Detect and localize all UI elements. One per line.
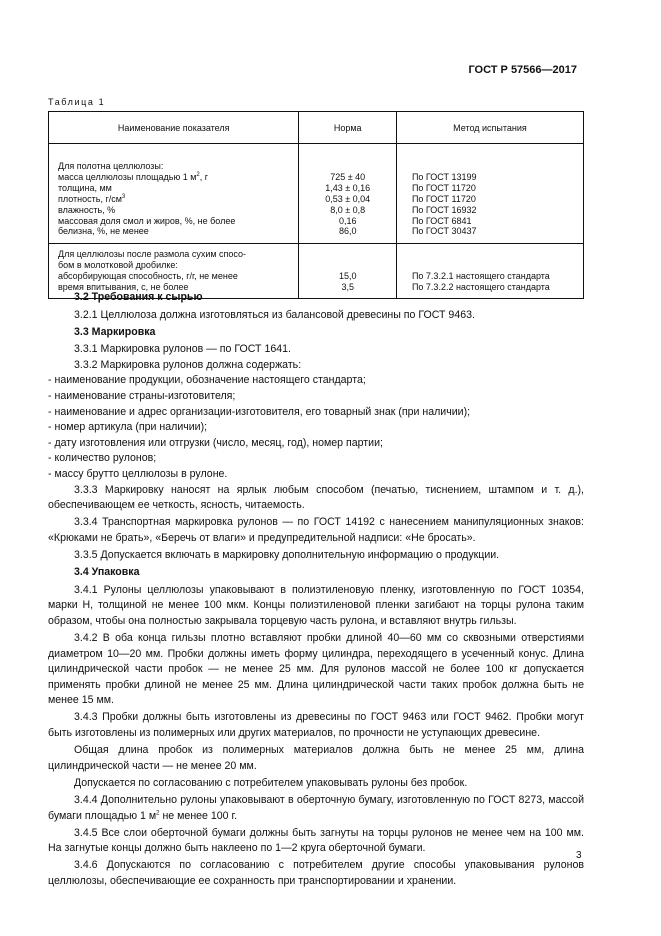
indicator-name: бом в молотковой дробилке: [58, 260, 178, 271]
test-method: По ГОСТ 11720 [411, 193, 476, 204]
page-number: 3 [576, 850, 582, 861]
paragraph: 3.3.3 Маркировку наносят на ярлык любым способом (печатью, тиснением, штампом и т. д.), обеспечивающем ее четкость, ясность, читаемость. [48, 483, 584, 512]
norm-value: 0,16 [338, 215, 357, 226]
list-item: - массу брутто целлюлозы в рулоне. [48, 468, 228, 481]
paragraph: 3.4.2 В оба конца гильзы плотно вставляют пробки длиной 40—60 мм со сквозными отверстиями диаметром 10—20 мм. Пробки должны иметь форму цилиндра, переходящего в усеченный конус. Длина цилиндрической части пробок — не менее 25 мм. Для рулонов массой не более 100 кг допускается применять пробки длиной не менее 25 мм. Длина цилиндрической части таких пробок должна быть не менее 15 мм. [48, 631, 584, 707]
paragraph: 3.3.4 Транспортная маркировка рулонов — по ГОСТ 14192 с нанесением манипуляционных знаков: «Крюками не брать», «Беречь от влаги» и предупредительной надписи: «Не бросать». [48, 516, 584, 544]
indicator-names [49, 249, 298, 293]
indicator-name: толщина, мм [58, 182, 112, 193]
test-method: По ГОСТ 11720 [411, 182, 476, 193]
section-heading: 3.3 Маркировка [74, 325, 156, 338]
paragraph: 3.4.4 Дополнительно рулоны упаковывают в оберточную бумагу, изготовленную по ГОСТ 8273, массой бумаги площадью 1 $м^2$ не менее 100 г. [48, 793, 584, 822]
column-header: Метод испытания [396, 112, 583, 144]
paragraph: 3.4.1 Рулоны целлюлозы упаковывают в полиэтиленовую пленку, изготовленную по ГОСТ 10354, марки Н, толщиной не менее 100 мкм. Концы полиэтиленовой пленки загибают на торцы рулона таким образом, чтобы она полностью закрывала торцевую часть рулона, и вставляют внутрь гильзы. [48, 583, 584, 627]
norm-values [299, 249, 395, 293]
norm-value: 1,43 ± 0,16 [325, 182, 371, 193]
paragraph: 3.3.1 Маркировка рулонов — по ГОСТ 1641. [74, 343, 291, 356]
list-item: - номер артикула (при наличии); [48, 421, 208, 434]
indicator-name: время впитывания, с, не более [58, 282, 189, 293]
paragraph: 3.3.5 Допускается включать в маркировку дополнительную информацию о продукции. [74, 549, 500, 561]
test-method: По 7.3.2.1 настоящего стандарта [411, 271, 550, 282]
paragraph: Допускается по согласованию с потребителем упаковывать рулоны без пробок. [74, 776, 468, 789]
document-body [48, 290, 584, 891]
norm-value: 0,53 ± 0,04 [325, 193, 371, 204]
list-item: - количество рулонов; [48, 452, 157, 465]
indicator-names [49, 161, 298, 237]
list-item: - наименование продукции, обозначение настоящего стандарта; [48, 374, 366, 387]
indicator-name: абсорбирующая способность, г/г, не менее [58, 271, 238, 282]
paragraph: Общая длина пробок из полимерных материалов должна быть не менее 25 мм, длина цилиндрической части — не менее 20 мм. [48, 744, 584, 772]
test-methods [397, 249, 583, 293]
norm-value: 15,0 [338, 271, 357, 282]
norm-values [299, 161, 395, 237]
test-method: По ГОСТ 13199 [411, 171, 477, 182]
test-methods [397, 161, 583, 237]
norm-value: 725 ± 40 [330, 171, 366, 182]
norm-value: 8,0 ± 0,8 [330, 204, 366, 215]
column-header: Норма [299, 112, 396, 144]
test-method: По 7.3.2.2 настоящего стандарта [411, 282, 550, 293]
indicator-name: массовая доля смол и жиров, %, не более [58, 215, 236, 226]
paragraph: 3.3.2 Маркировка рулонов должна содержать: [74, 358, 302, 371]
list-item: - дату изготовления или отгрузки (число, месяц, год), номер партии; [48, 436, 383, 449]
norm-value: 86,0 [338, 226, 357, 237]
indicator-name: Для полотна целлюлозы: [58, 161, 164, 171]
indicator-name: влажность, % [58, 204, 116, 215]
norm-value: 3,5 [341, 282, 354, 293]
table-header-row [49, 112, 584, 144]
list-item: - наименование страны-изготовителя; [48, 390, 236, 403]
column-header: Наименование показателя [49, 112, 299, 144]
document-header: ГОСТ Р 57566—2017 [468, 64, 577, 76]
paragraph: 3.2.1 Целлюлоза должна изготовляться из балансовой древесины по ГОСТ 9463. [74, 308, 475, 321]
test-method: По ГОСТ 6841 [411, 215, 472, 226]
list-item: - наименование и адрес организации-изготовителя, его товарный знак (при наличии); [48, 405, 471, 418]
specification-table [48, 111, 584, 299]
paragraph: 3.4.3 Пробки должны быть изготовлены из древесины по ГОСТ 9463 или ГОСТ 9462. Пробки могут быть изготовлены из полимерных или других материалов, по прочности не уступающих древесине. [48, 711, 584, 740]
indicator-name: белизна, %, не менее [58, 226, 149, 237]
table-caption: Таблица 1 [48, 97, 106, 107]
test-method: По ГОСТ 30437 [411, 226, 477, 237]
bullet-list [48, 373, 584, 482]
indicator-name: масса целлюлозы площадью 1 $м^2$, г [58, 171, 209, 182]
indicator-name: Для целлюлозы после размола сухим спосо- [58, 249, 247, 260]
section-heading: 3.4 Упаковка [74, 566, 140, 579]
paragraph: 3.4.5 Все слои оберточной бумаги должны быть загнуты на торцы рулонов не менее чем на 100 мм. На загнутые концы должно быть наклеено по 1—2 круга оберточной бумаги. [48, 826, 584, 855]
section-heading: 3.2 Требования к сырью [74, 291, 203, 303]
test-method: По ГОСТ 16932 [411, 204, 477, 215]
table-row [49, 144, 584, 244]
paragraph: 3.4.6 Допускаются по согласованию с потребителем другие способы упаковывания рулонов целлюлозы, обеспечивающие ее сохранность при транспортировании и хранении. [48, 859, 584, 887]
indicator-name: плотность, $г/см^3$ [58, 193, 126, 204]
